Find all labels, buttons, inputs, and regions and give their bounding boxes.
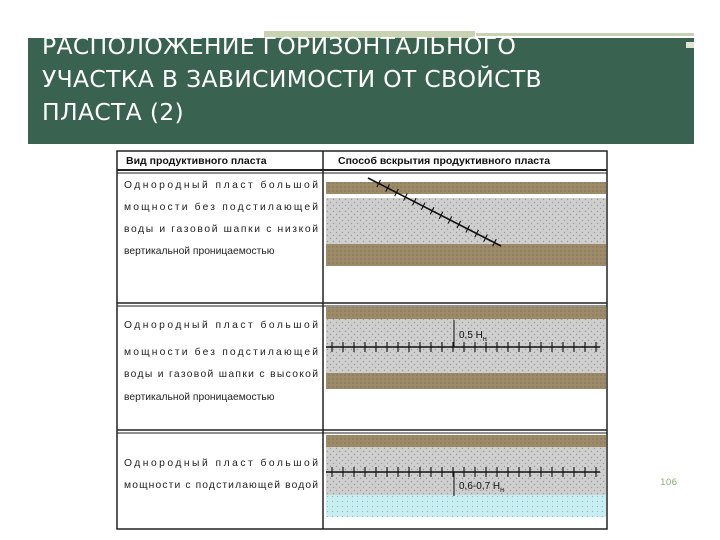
row-3-line-1: Однородный пласт большой xyxy=(124,458,318,469)
row-1-line-2: мощности без подстилающей xyxy=(124,202,318,213)
slide-title-line-2: УЧАСТКА В ЗАВИСИМОСТИ ОТ СВОЙСТВ xyxy=(42,65,542,93)
row-2-diagram xyxy=(326,307,606,389)
row-2-line-1: Однородный пласт большой xyxy=(124,320,318,331)
row-3-diagram xyxy=(326,435,606,517)
row-2-line-4: вертикальной проницаемостью xyxy=(124,392,275,403)
title-accent-corner xyxy=(686,42,694,48)
slide-title xyxy=(42,30,682,129)
row-1-line-3: воды и газовой шапки с низкой xyxy=(124,224,318,235)
row-1-line-1: Однородный пласт большой xyxy=(124,180,318,191)
row-2-depth-label: 0,5 $Н_н$ xyxy=(459,330,487,343)
row-1-diagram xyxy=(326,178,606,266)
header-method: Способ вскрытия продуктивного пласта xyxy=(338,155,551,167)
reservoir-table xyxy=(116,150,608,530)
row-1-line-4: вертикальной проницаемостью xyxy=(124,246,275,257)
row-2-line-2: мощности без подстилающей xyxy=(124,347,318,358)
slide-title-line-1: РАСПОЛОЖЕНИЕ ГОРИЗОНТАЛЬНОГО xyxy=(42,32,517,60)
header-type: Вид продуктивного пласта xyxy=(126,155,267,167)
row-3-line-2: мощности с подстилающей водой xyxy=(124,480,318,491)
row-3-depth-label: 0,6-0,7 $Н_н$ xyxy=(459,481,505,494)
row-2-line-3: воды и газовой шапки с высокой xyxy=(124,369,318,380)
slide-title-line-3: ПЛАСТА (2) xyxy=(42,98,185,126)
slide-number: 106 xyxy=(660,478,678,488)
